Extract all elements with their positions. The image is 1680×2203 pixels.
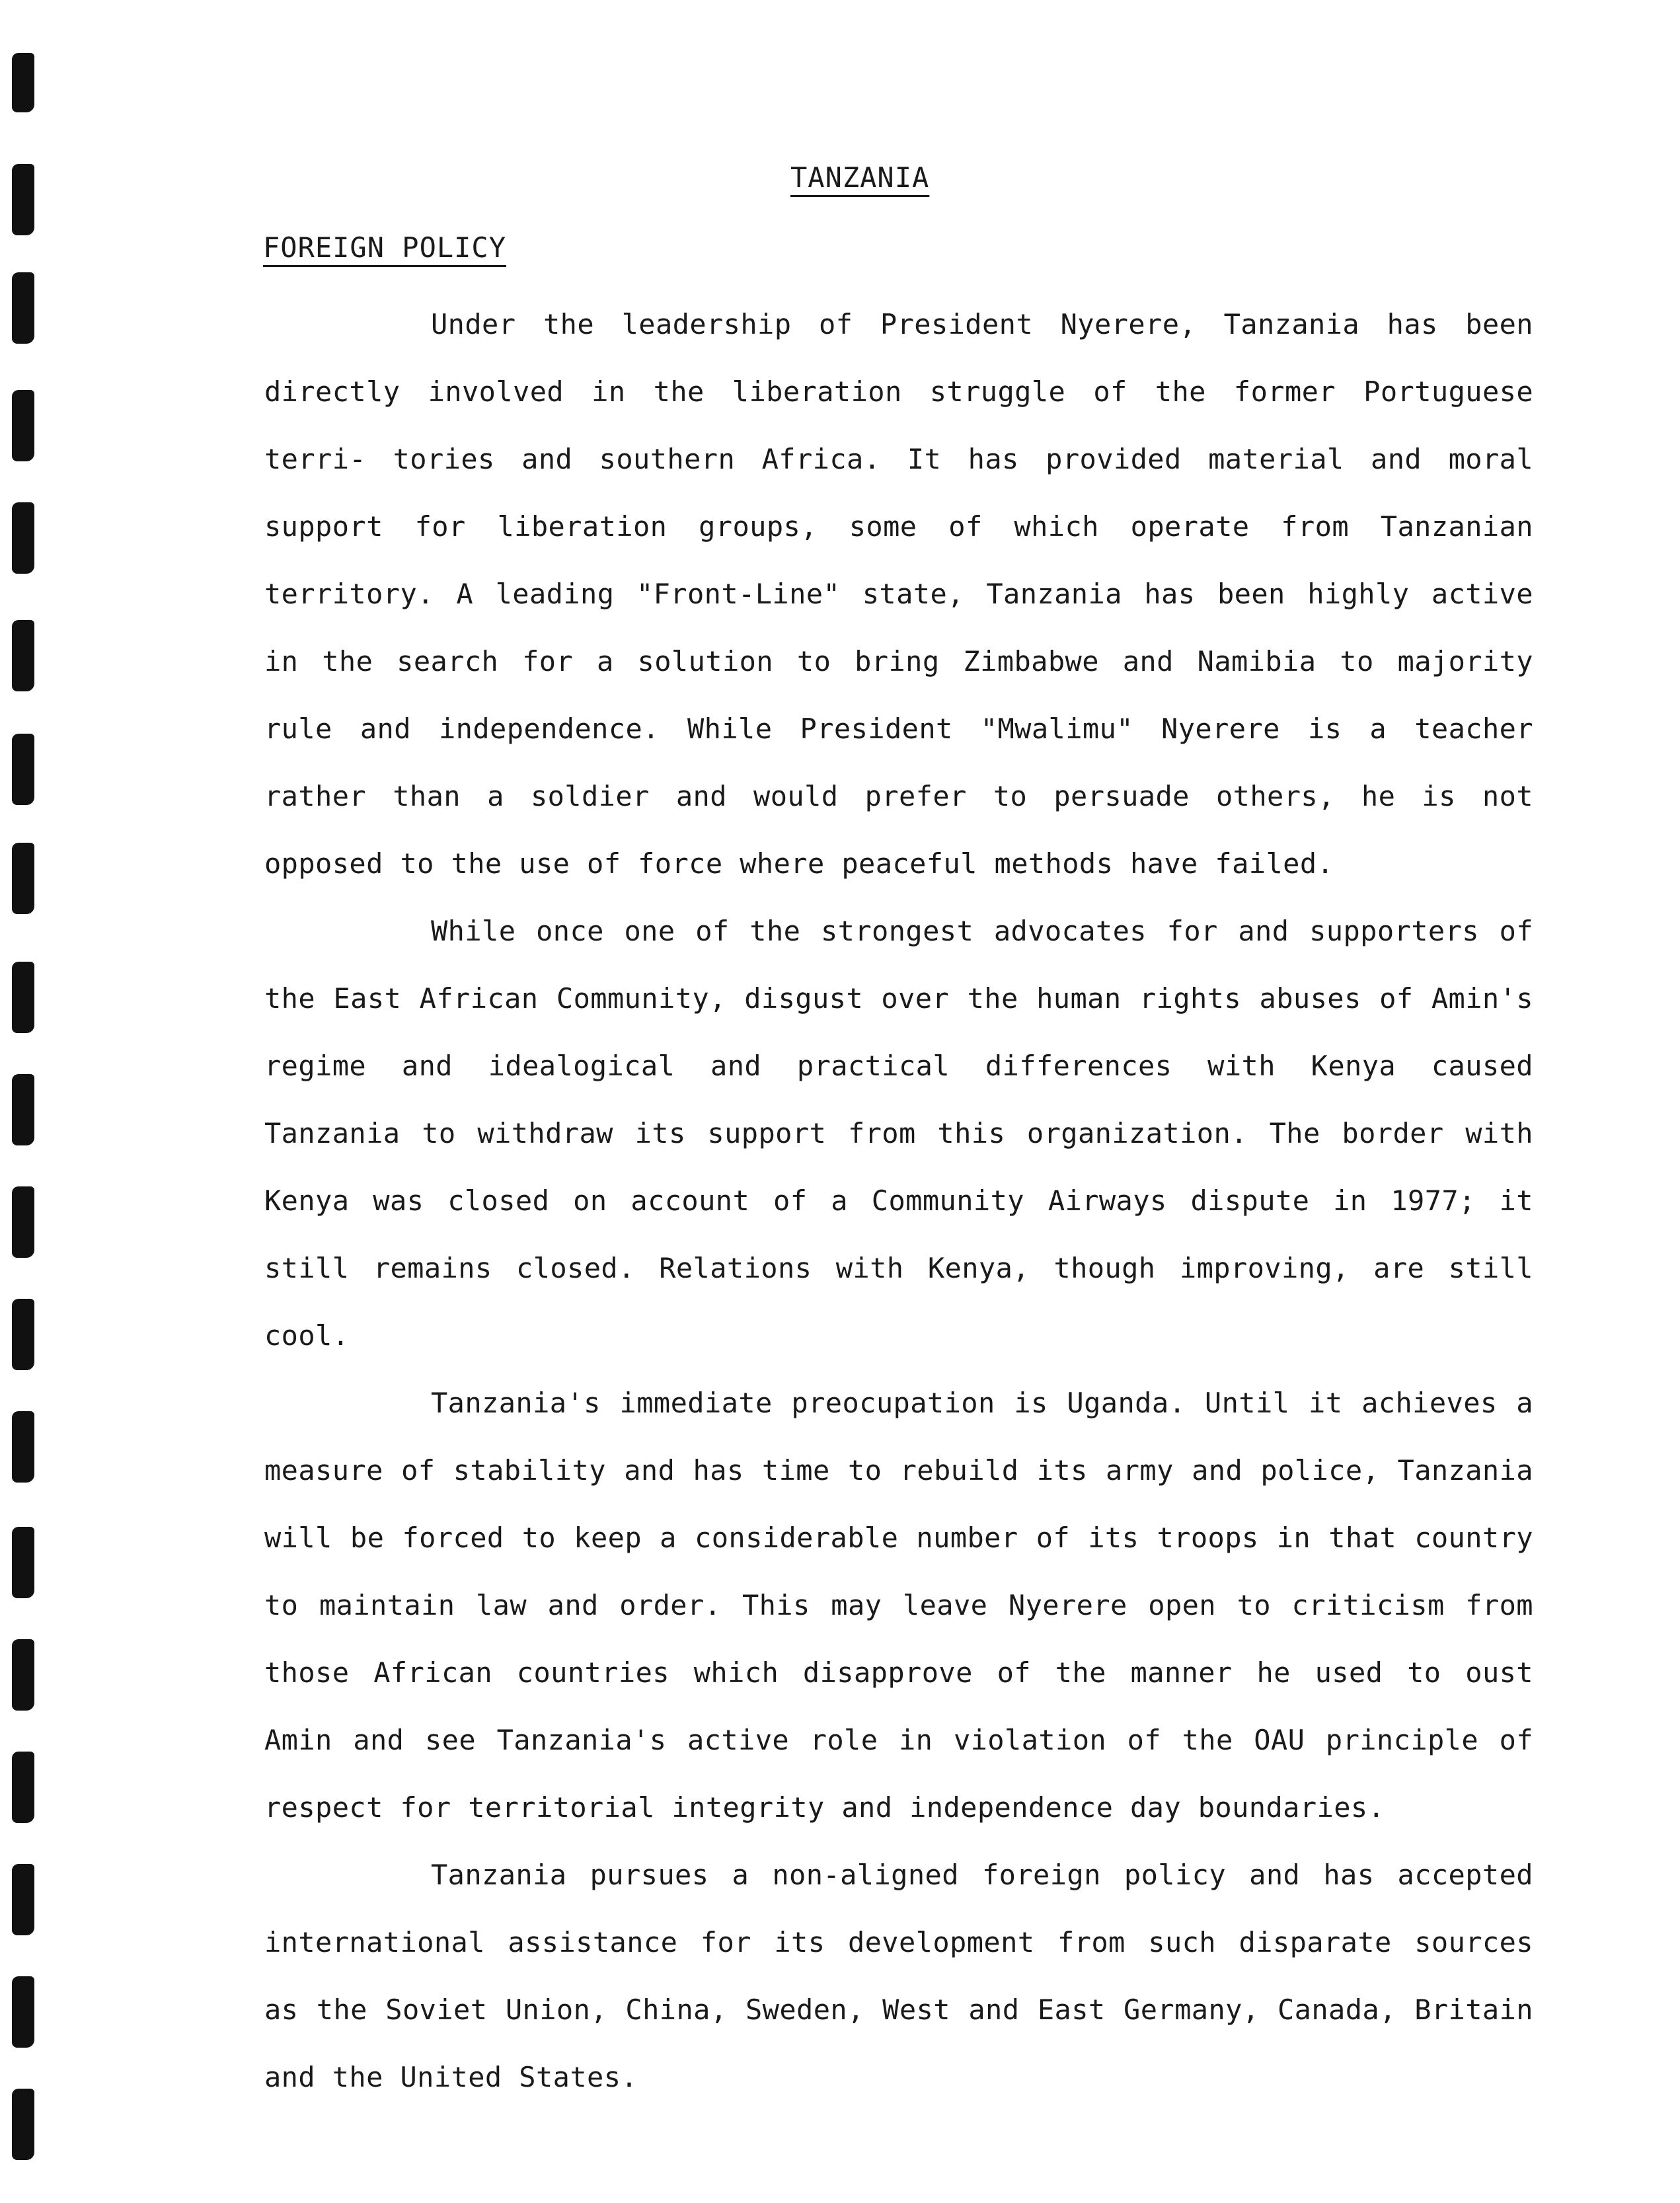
paragraph: Tanzania pursues a non-aligned foreign policy and has accepted international assistance for its development from such disparate sources as the Soviet Union, China, Sweden, West and East Germany, Canada, Britain and the United States. [264,1859,1533,2093]
punch-mark [12,1527,34,1598]
paragraph: Under the leadership of President Nyerere, Tanzania has been directly involved in the liberation struggle of the former Portuguese terri- tories and southern Africa. It has provided material and moral support for liberation groups, some of which operate from Tanzanian territory. A leading "Front-Line" state, Tanzania has been highly active in the search for a solution to bring Zimbabwe and Namibia to majority rule and independence. While President "Mwalimu" Nyerere is a teacher rather than a soldier and would prefer to persuade others, he is not opposed to the use of force where peaceful methods have failed. [264,308,1533,880]
punch-mark [12,1752,34,1823]
paragraph: Tanzania's immediate preocupation is Uganda. Until it achieves a measure of stability and has time to rebuild its army and police, Tanzania will be forced to keep a considerable number of its troops in that country to maintain law and order. This may leave Nyerere open to criticism from those African countries which disapprove of the manner he used to oust Amin and see Tanzania's active role in violation of the OAU principle of respect for territorial integrity and independence day boundaries. [264,1387,1533,1824]
punch-mark [12,272,34,344]
punch-mark [12,2089,34,2160]
punch-mark [12,390,34,461]
punch-mark [12,1976,34,2048]
page-title: TANZANIA [790,161,930,194]
punch-mark [12,843,34,914]
section-heading: FOREIGN POLICY [263,231,507,264]
punch-mark [12,502,34,574]
punch-mark [12,734,34,805]
paragraph: While once one of the strongest advocates for and supporters of the East African Community, disgust over the human rights abuses of Amin's regime and idealogical and practical differences with Kenya caused Tanzania to withdraw its support from this organization. The border with Kenya was closed on account of a Community Airways dispute in 1977; it still remains closed. Relations with Kenya, though improving, are still cool. [264,915,1533,1352]
punch-mark [12,962,34,1033]
body-text [264,291,1533,2111]
punch-mark [12,1639,34,1711]
punch-mark [12,1186,34,1258]
punch-mark [12,620,34,691]
punch-mark [12,164,34,235]
punch-mark [12,1299,34,1370]
binder-punch-marks [0,0,59,2203]
punch-mark [12,1074,34,1145]
punch-mark [12,1864,34,1935]
punch-mark [12,53,34,112]
punch-mark [12,1411,34,1483]
